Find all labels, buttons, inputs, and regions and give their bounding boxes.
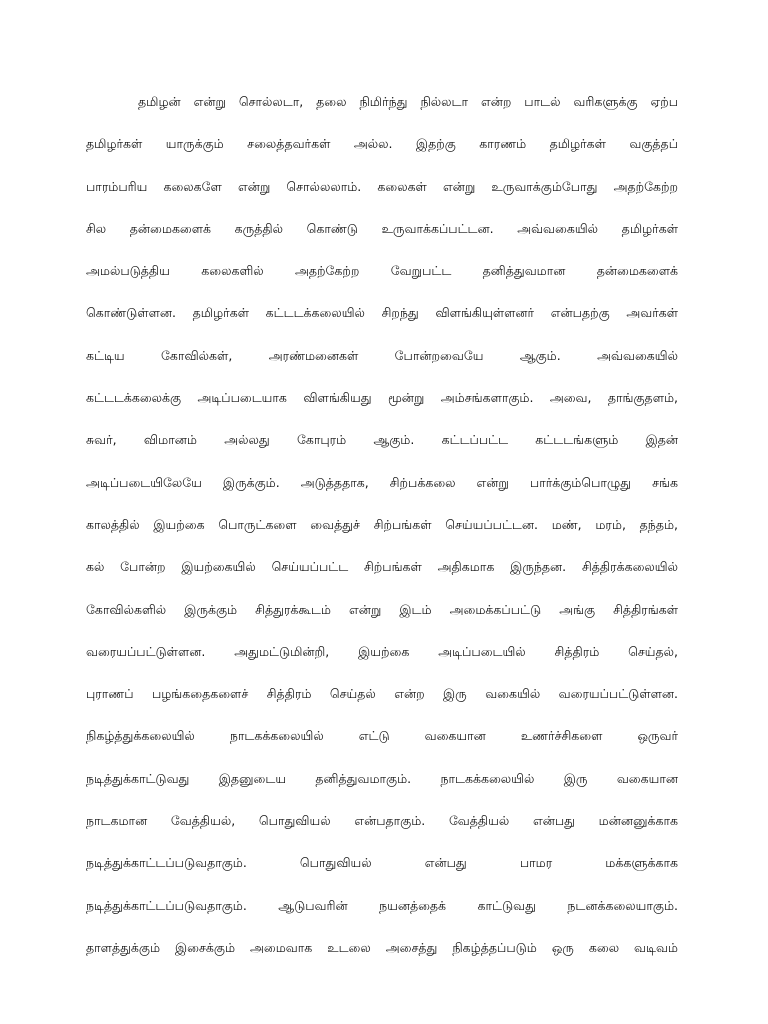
text-line: அமல்படுத்திய கலைகளில் அதற்கேற்ற வேறுபட்ட தனித்துவமான தன்மைகளைக் (86, 263, 678, 279)
body-paragraph (86, 86, 678, 974)
text-line: தமிழன் என்று சொல்லடா, தலை நிமிர்ந்து நில்லடா என்ற பாடல் வரிகளுக்கு ஏற்ப (138, 94, 678, 109)
text-line: கல் போன்ற இயற்கையில் செய்யப்பட்ட சிற்பங்கள் அதிகமாக இருந்தன. சித்திரக்கலையில் (86, 559, 678, 575)
text-line: கட்டடக்கலைக்கு அடிப்படையாக விளங்கியது மூன்று அம்சங்களாகும். அவை, தாங்குதளம், (86, 390, 678, 406)
text-line: அடிப்படையிலேயே இருக்கும். அடுத்ததாக, சிற்பக்கலை என்று பார்க்கும்பொழுது சங்க (86, 474, 678, 490)
text-line: வரையப்பட்டுள்ளன. அதுமட்டுமின்றி, இயற்கை அடிப்படையில் சித்திரம் செய்தல், (86, 643, 678, 659)
text-line: கோவில்களில் இருக்கும் சித்துரக்கூடம் என்று இடம் அமைக்கப்பட்டு அங்கு சித்திரங்கள் (86, 601, 678, 617)
text-line: காலத்தில் இயற்கை பொருட்களை வைத்துச் சிற்பங்கள் செய்யப்பட்டன. மண், மரம், தந்தம், (86, 516, 678, 532)
text-line: நடித்துக்காட்டப்படுவதாகும். ஆடுபவரின் நயனத்தைக் காட்டுவது நடனக்கலையாகும். (86, 897, 678, 913)
text-line: நிகழ்த்துக்கலையில் நாடகக்கலையில் எட்டு வகையான உணர்ச்சிகளை ஒருவர் (86, 728, 678, 744)
text-line: நடித்துக்காட்டப்படுவதாகும். பொதுவியல் என்பது பாமர மக்களுக்காக (86, 855, 678, 871)
text-line: சில தன்மைகளைக் கருத்தில் கொண்டு உருவாக்கப்பட்டன. அவ்வகையில் தமிழர்கள் (86, 220, 678, 236)
text-line: சுவர், விமானம் அல்லது கோபுரம் ஆகும். கட்டப்பட்ட கட்டடங்களும் இதன் (86, 432, 678, 448)
text-line: தமிழர்கள் யாருக்கும் சலைத்தவர்கள் அல்ல. இதற்கு காரணம் தமிழர்கள் வகுத்தப் (86, 136, 678, 152)
text-line: கொண்டுள்ளன. தமிழர்கள் கட்டடக்கலையில் சிறந்து விளங்கியுள்ளனர் என்பதற்கு அவர்கள் (86, 305, 678, 321)
text-line: தாளத்துக்கும் இசைக்கும் அமைவாக உடலை அசைத்து நிகழ்த்தப்படும் ஒரு கலை வடிவம் (86, 939, 678, 955)
text-line: நடித்துக்காட்டுவது இதனுடைய தனித்துவமாகும். நாடகக்கலையில் இரு வகையான (86, 770, 678, 786)
text-line: பாரம்பரிய கலைகளே என்று சொல்லலாம். கலைகள் என்று உருவாக்கும்போது அதற்கேற்ற (86, 178, 678, 194)
text-line: புராணப் பழங்கதைகளைச் சித்திரம் செய்தல் என்ற இரு வகையில் வரையப்பட்டுள்ளன. (86, 686, 678, 702)
text-line: நாடகமான வேத்தியல், பொதுவியல் என்பதாகும். வேத்தியல் என்பது மன்னனுக்காக (86, 813, 678, 829)
text-line: கட்டிய கோவில்கள், அரண்மனைகள் போன்றவையே ஆகும். அவ்வகையில் (86, 347, 678, 363)
